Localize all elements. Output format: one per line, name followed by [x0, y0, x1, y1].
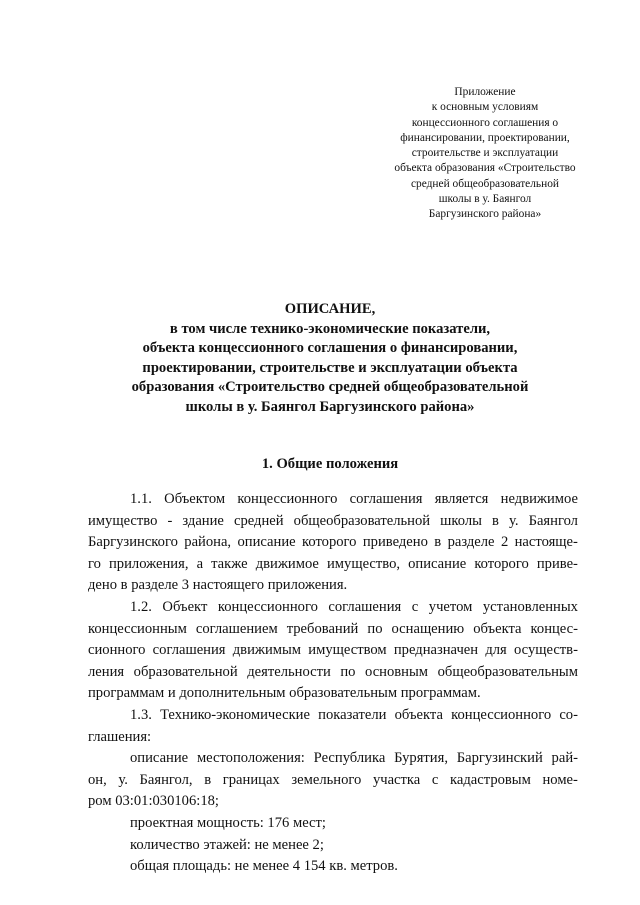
body-line [130, 489, 578, 511]
body-word: 1.1. [130, 491, 152, 507]
body-word: сионного [88, 642, 146, 659]
body-word: района, [184, 534, 232, 551]
body-line [130, 597, 578, 619]
body-word: основным [365, 663, 429, 680]
body-word: соглашением [195, 620, 278, 637]
body-word: объекта [394, 706, 443, 723]
body-word: с [411, 598, 419, 615]
annex-line: финансировании, проектировании, [400, 131, 570, 144]
body-word: концессионного [217, 598, 318, 615]
body-word: движимое [255, 555, 319, 572]
body-word: здание [182, 512, 224, 529]
body-word: требований [286, 620, 359, 637]
body-word: которого [302, 534, 357, 551]
body-word: настояще- [514, 534, 578, 551]
body-line-text: дено в разделе 3 настоящего приложения. [88, 577, 348, 594]
body-line-text: глашения: [88, 728, 152, 745]
body-word: концессионным [88, 620, 187, 637]
body-word: недвижимое [500, 491, 578, 507]
body-word: Бурятия, [394, 750, 448, 767]
annex-line: концессионного соглашения о [411, 116, 559, 129]
body-word: приведено [362, 534, 428, 551]
body-word: разделе [447, 534, 495, 551]
body-word: которого [474, 555, 529, 572]
body-line [88, 511, 578, 533]
body-word: по [367, 620, 383, 637]
body-word: показатели [318, 706, 387, 723]
body-word: учетом [428, 598, 473, 615]
body-word: соглашения [349, 491, 423, 507]
body-word: деятельности [247, 663, 331, 680]
body-line [88, 662, 578, 684]
body-word: земельного [291, 771, 362, 788]
body-word: а [196, 555, 204, 572]
body-line [88, 575, 578, 597]
body-word: по [340, 663, 356, 680]
body-word: границах [222, 771, 280, 788]
body-word: описание [408, 555, 467, 572]
title-line: в том числе технико-экономические показатели, [169, 320, 491, 337]
body-line [130, 856, 578, 878]
title-line: школы в у. Баянгол Баргузинского района» [185, 398, 475, 415]
annex-line: Баргузинского района» [428, 208, 542, 221]
body-word: кадастровым [450, 771, 531, 788]
body-word: предназначен [393, 642, 479, 659]
body-line [130, 835, 578, 857]
body-line [130, 813, 578, 835]
body-word: 1.2. [130, 598, 152, 615]
body-word: общеобразовательной [293, 512, 431, 529]
body-word: имуществом [308, 642, 387, 659]
body-line [88, 619, 578, 641]
body-word: приложения, [109, 555, 189, 572]
body-line-text: общая площадь: не менее 4 154 кв. метров. [130, 858, 398, 875]
title-line: ОПИСАНИЕ, [284, 301, 376, 317]
annex-line: школы в у. Баянгол [438, 193, 532, 206]
body-word: описание [130, 750, 189, 767]
annex-line: объекта образования «Строительство [394, 162, 576, 175]
annex-header [360, 85, 610, 223]
body-word: участка [372, 771, 421, 788]
body-word: приве- [536, 555, 578, 572]
document-title [80, 300, 580, 418]
body-word: в [434, 534, 442, 551]
body-word: - [167, 512, 173, 529]
body-word: имущество [88, 512, 158, 529]
document-body [88, 489, 578, 878]
body-line [130, 748, 578, 770]
body-word: у. [509, 512, 519, 529]
body-word: описание [237, 534, 296, 551]
body-line-text: ром 03:01:030106:18; [88, 793, 219, 810]
body-word: номе- [542, 771, 578, 788]
body-word: движимым [232, 642, 302, 659]
body-word: со- [559, 706, 578, 723]
title-line: проектировании, строительстве и эксплуатации объекта [142, 359, 518, 376]
body-word: Баянгол, [139, 771, 193, 788]
body-word: Баргузинский [456, 750, 543, 767]
body-word: рай- [551, 750, 578, 767]
body-word: концес- [530, 620, 578, 637]
body-line [88, 532, 578, 554]
body-word: Технико-экономические [160, 706, 310, 723]
title-line: объекта концессионного соглашения о финансировании, [142, 340, 518, 357]
body-line-text: программам и дополнительным образовательным программам. [88, 685, 481, 702]
body-word: объекта [473, 620, 522, 637]
body-word: с [431, 771, 439, 788]
body-word: Баргузинского [88, 534, 178, 551]
body-word: соглашения [328, 598, 402, 615]
body-word: го [88, 555, 101, 572]
body-word: Объект [162, 598, 208, 615]
body-word: оснащению [391, 620, 465, 637]
body-word: образовательной [133, 663, 238, 680]
annex-line: строительстве и эксплуатации [411, 147, 559, 160]
annex-line: Приложение [454, 86, 516, 98]
body-word: 1.3. [130, 706, 152, 723]
body-word: Объектом [164, 491, 226, 507]
body-word: для [485, 642, 507, 659]
body-word: соглашения [152, 642, 226, 659]
body-word: является [434, 491, 489, 507]
body-word: осуществ- [514, 642, 578, 659]
body-word: средней [234, 512, 284, 529]
body-word: общеобразовательным [437, 663, 578, 680]
body-word: имущество, [327, 555, 401, 572]
body-word: концессионного [237, 491, 338, 507]
body-line [130, 705, 578, 727]
body-word: в [204, 771, 212, 788]
body-word: школы [440, 512, 482, 529]
body-line [88, 791, 578, 813]
body-line-text: проектная мощность: 176 мест; [130, 814, 326, 831]
section-heading: 1. Общие положения [261, 456, 399, 472]
body-word: также [211, 555, 248, 572]
body-line [88, 683, 578, 705]
body-line [88, 640, 578, 662]
body-word: установленных [482, 598, 578, 615]
body-word: в [492, 512, 499, 529]
body-word: Баянгол [528, 512, 578, 529]
body-word: Республика [313, 750, 386, 767]
body-word: ления [88, 663, 125, 680]
title-line: образования «Строительство средней общеобразовательной [131, 379, 529, 396]
body-word: у. [118, 771, 128, 788]
body-word: местоположения: [196, 750, 305, 767]
annex-line: к основным условиям [431, 101, 539, 114]
body-word: он, [88, 771, 107, 788]
body-word: концессионного [451, 706, 552, 723]
annex-line: средней общеобразовательной [410, 177, 560, 190]
body-line [88, 554, 578, 576]
body-word: 2 [500, 534, 509, 551]
body-line [88, 770, 578, 792]
body-line [88, 727, 578, 749]
body-line-text: количество этажей: не менее 2; [130, 836, 324, 853]
